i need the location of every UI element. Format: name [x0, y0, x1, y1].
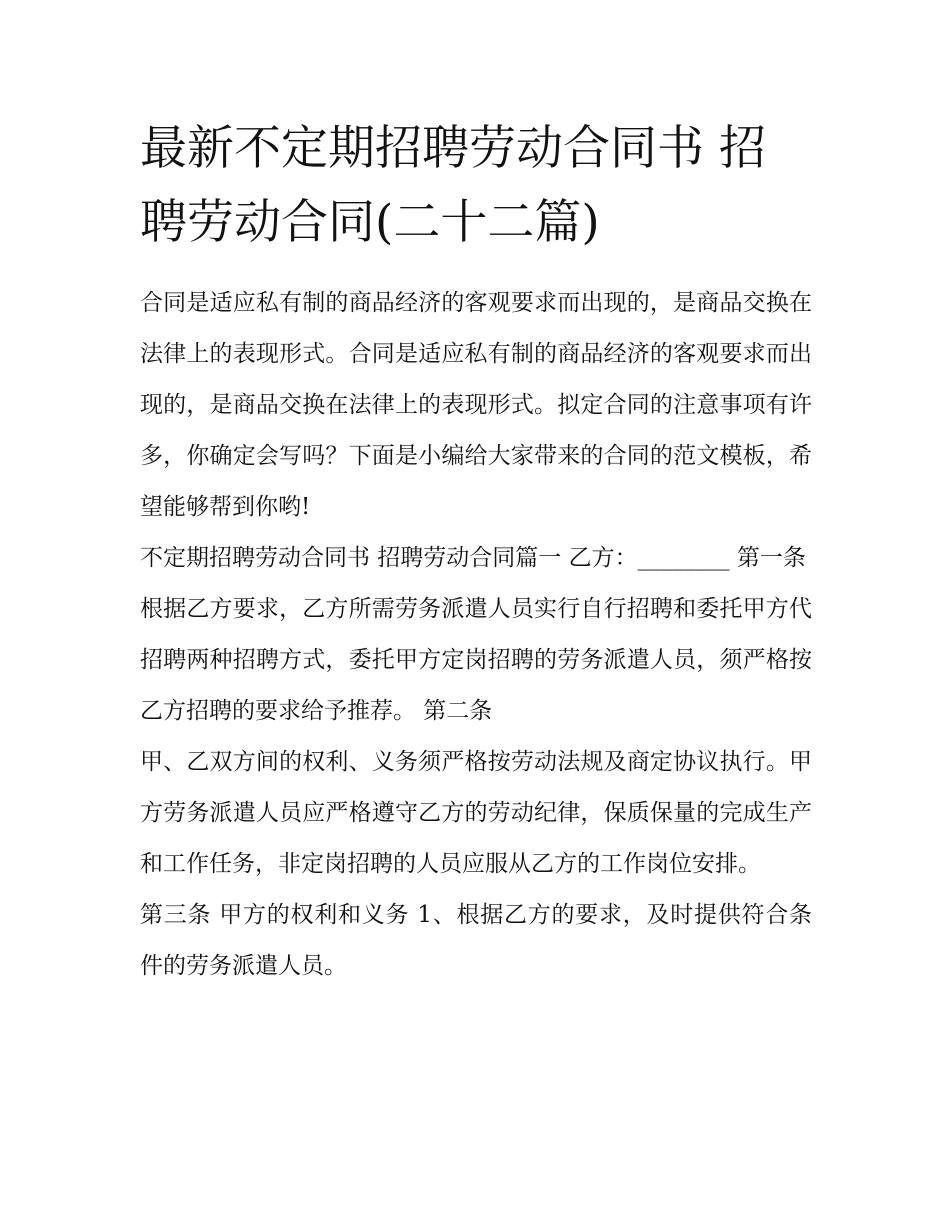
paragraph-contract-heading: 不定期招聘劳动合同书 招聘劳动合同篇一 乙方：________ 第一条 — [140, 545, 806, 571]
paragraph-intro: 合同是适应私有制的商品经济的客观要求而出现的，是商品交换在法律上的表现形式。合同是适应私有制的商品经济的客观要求而出现的，是商品交换在法律上的表现形式。拟定合同的注意事项有许多，你确定会写吗？下面是小编给大家带来的合同的范文模板，希望能够帮到你哟! — [140, 290, 812, 520]
paragraph-article-2: 甲、乙双方间的权利、义务须严格按劳动法规及商定协议执行。甲方劳务派遣人员应严格遵守乙方的劳动纪律，保质保量的完成生产和工作任务，非定岗招聘的人员应服从乙方的工作岗位安排。 — [140, 749, 812, 877]
document-title: 最新不定期招聘劳动合同书 招聘劳动合同(二十二篇) — [140, 121, 766, 250]
paragraph-article-1: 根据乙方要求，乙方所需劳务派遣人员实行自行招聘和委托甲方代招聘两种招聘方式，委托甲方定岗招聘的劳务派遣人员，须严格按乙方招聘的要求给予推荐。 第二条 — [140, 596, 812, 724]
document-page — [140, 112, 812, 992]
paragraph-article-3: 第三条 甲方的权利和义务 1、根据乙方的要求，及时提供符合条件的劳务派遣人员。 — [140, 902, 812, 979]
